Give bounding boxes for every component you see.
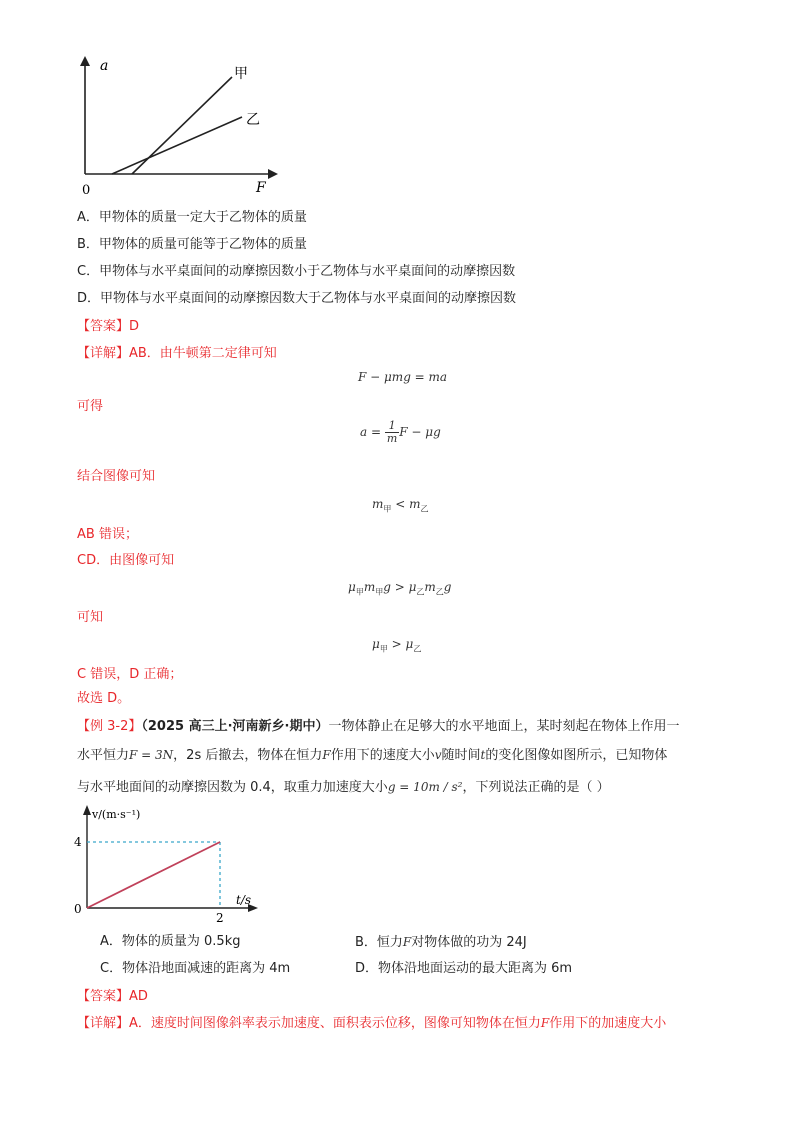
equation-acceleration: a = $\frac{1}{m}$ F − μg [360, 419, 441, 445]
line-yi [112, 117, 242, 174]
x-axis-label: F [256, 180, 266, 196]
option-2-b: B．恒力F对物体做的功为 24J [355, 935, 527, 950]
text-choose: 故选 D。 [77, 691, 131, 706]
origin-label: 0 [74, 902, 82, 916]
text-kede: 可得 [77, 399, 104, 414]
y-axis-label: v/(m·s⁻¹) [92, 808, 141, 821]
detail-2: 【详解】A．速度时间图像斜率表示加速度、面积表示位移，图像可知物体在恒力F作用下的加速度大小 [77, 1016, 667, 1031]
fraction-one-over-m: $\frac{1}{m}$ [386, 419, 398, 445]
force-equation: F = 3N [129, 748, 174, 762]
example-line-1: 【例 3-2】（2025 高三上·河南新乡·期中）一物体静止在足够大的水平地面上，某时刻起在物体上作用一 [77, 719, 680, 734]
gravity-equation: g = 10m / s² [387, 780, 463, 794]
example-tag: 【例 3-2】 [77, 719, 142, 734]
detail-1: 【详解】AB．由牛顿第二定律可知 [77, 346, 277, 361]
answer-2: 【答案】AD [77, 989, 148, 1004]
y-axis-label: a [100, 58, 109, 74]
answer-1: 【答案】D [77, 319, 140, 334]
text-kezhi: 可知 [77, 610, 104, 625]
y-tick-4: 4 [74, 835, 82, 849]
y-axis-arrow [80, 56, 90, 66]
y-axis-arrow [83, 805, 91, 815]
equation-newton-second-law: F − μmg = ma [358, 370, 448, 384]
option-2-a: A．物体的质量为 0.5kg [100, 934, 241, 949]
x-axis-arrow [268, 169, 278, 179]
text-cd-result: C 错误，D 正确； [77, 667, 183, 682]
line-jia-label: 甲 [234, 66, 248, 82]
equation-mu-compare: $\mu_甲 > \mu_乙$ [372, 637, 422, 654]
option-2-c: C．物体沿地面减速的距离为 4m [100, 961, 291, 976]
line-yi-label: 乙 [246, 112, 260, 128]
equation-mass-compare: $m_甲 < m_乙$ [372, 497, 429, 514]
option-1-c: C．甲物体与水平桌面间的动摩擦因数小于乙物体与水平桌面间的动摩擦因数 [77, 264, 516, 279]
example-line-3: 与水平地面间的动摩擦因数为 0.4，取重力加速度大小g = 10m / s²，下列说法正确的是（ ） [77, 780, 610, 795]
x-axis-label: t/s [236, 893, 252, 907]
option-1-b: B．甲物体的质量可能等于乙物体的质量 [77, 237, 307, 252]
origin-label: 0 [82, 183, 91, 198]
graph-v-vs-t [70, 800, 270, 930]
option-2-d: D．物体沿地面运动的最大距离为 6m [355, 961, 573, 976]
text-ab-wrong: AB 错误； [77, 527, 138, 542]
option-1-d: D．甲物体与水平桌面间的动摩擦因数大于乙物体与水平桌面间的动摩擦因数 [77, 291, 517, 306]
velocity-line [87, 842, 220, 908]
example-line-2: 水平恒力F = 3N，2s 后撤去，物体在恒力F作用下的速度大小v随时间t的变化图像如图所示，已知物体 [77, 748, 668, 763]
equation-friction-compare: $\mu_甲m_甲g > \mu_乙m_乙g$ [348, 580, 452, 597]
x-tick-2: 2 [216, 911, 224, 925]
option-1-a: A．甲物体的质量一定大于乙物体的质量 [77, 210, 307, 225]
graph-a-vs-f [70, 52, 290, 202]
text-jiehe: 结合图像可知 [77, 469, 156, 484]
example-source: （2025 高三上·河南新乡·期中） [141, 719, 329, 734]
text-cd: CD．由图像可知 [77, 553, 175, 568]
